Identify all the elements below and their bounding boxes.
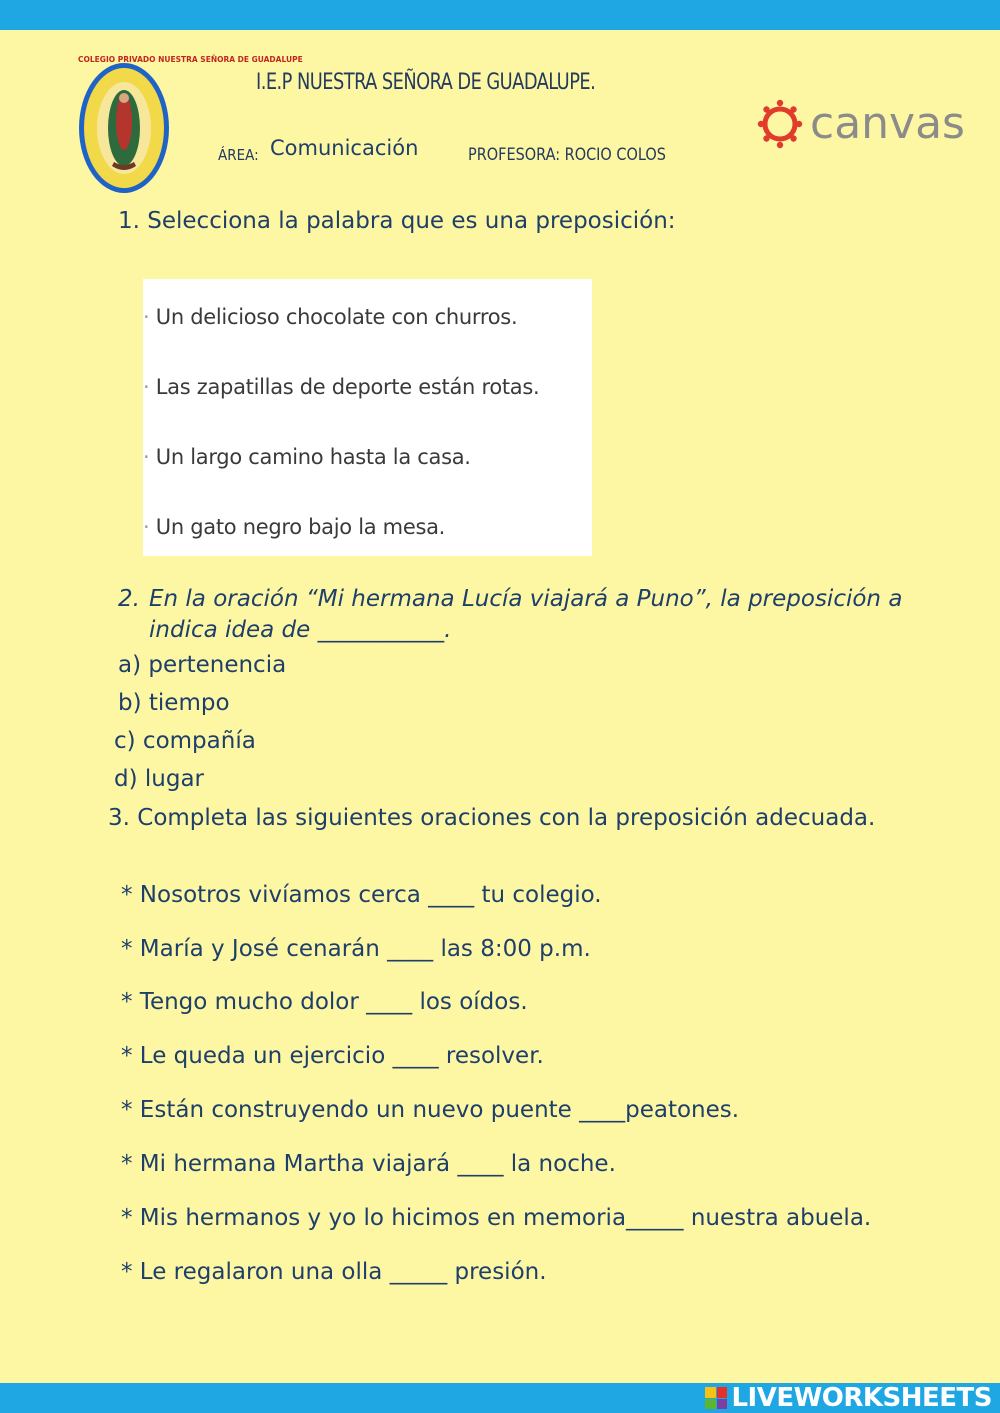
sentence-1[interactable]: * Nosotros vivíamos cerca ____ tu colegio.	[121, 882, 602, 908]
top-bar	[0, 0, 1000, 30]
option-1[interactable]: · Un delicioso chocolate con churros.	[143, 305, 518, 329]
area-value: Comunicación	[270, 136, 419, 160]
option-3[interactable]: · Un largo camino hasta la casa.	[143, 445, 471, 469]
answer-a[interactable]: a) pertenencia	[118, 652, 287, 678]
canvas-brand: canvas	[810, 98, 965, 149]
canvas-ring-icon	[758, 92, 802, 156]
teacher-name: PROFESORA: ROCIO COLOS	[468, 145, 666, 165]
question-3-number: 3.	[108, 805, 130, 831]
school-name: I.E.P NUESTRA SEÑORA DE GUADALUPE.	[256, 70, 596, 95]
question-3	[108, 805, 875, 831]
question-2	[118, 584, 958, 646]
sentence-8[interactable]: * Le regalaron una olla _____ presión.	[121, 1259, 547, 1285]
sentence-2[interactable]: * María y José cenarán ____ las 8:00 p.m.	[121, 936, 591, 962]
liveworksheets-logo[interactable]	[705, 1383, 992, 1413]
question-1	[118, 208, 676, 234]
seal-text: COLEGIO PRIVADO NUESTRA SEÑORA DE GUADALUPE	[78, 55, 303, 64]
option-2[interactable]: · Las zapatillas de deporte están rotas.	[143, 375, 540, 399]
question-3-text: Completa las siguientes oraciones con la preposición adecuada.	[137, 805, 876, 831]
answer-d[interactable]: d) lugar	[114, 766, 205, 792]
question-2-number: 2.	[118, 586, 140, 612]
sentence-5[interactable]: * Están construyendo un nuevo puente ____peatones.	[121, 1097, 740, 1123]
question-1-text: Selecciona la palabra que es una preposición:	[147, 208, 676, 234]
option-4[interactable]: · Un gato negro bajo la mesa.	[143, 515, 446, 539]
sentence-6[interactable]: * Mi hermana Martha viajará ____ la noche.	[121, 1151, 616, 1177]
sentence-7[interactable]: * Mis hermanos y yo lo hicimos en memoria_____ nuestra abuela.	[121, 1205, 872, 1231]
answer-b[interactable]: b) tiempo	[118, 690, 230, 716]
question-1-options-box	[143, 279, 592, 556]
canvas-logo	[758, 92, 965, 156]
sentence-4[interactable]: * Le queda un ejercicio ____ resolver.	[121, 1043, 544, 1069]
answer-c[interactable]: c) compañía	[114, 728, 256, 754]
question-1-number: 1.	[118, 208, 140, 234]
question-2-text: En la oración “Mi hermana Lucía viajará a Puno”, la preposición a indica idea de ___________.	[149, 586, 903, 643]
sentence-3[interactable]: * Tengo mucho dolor ____ los oídos.	[121, 989, 528, 1015]
liveworksheets-badge-icon	[705, 1387, 727, 1409]
liveworksheets-brand: LIVEWORKSHEETS	[731, 1383, 992, 1413]
area-label: ÁREA:	[218, 146, 259, 164]
